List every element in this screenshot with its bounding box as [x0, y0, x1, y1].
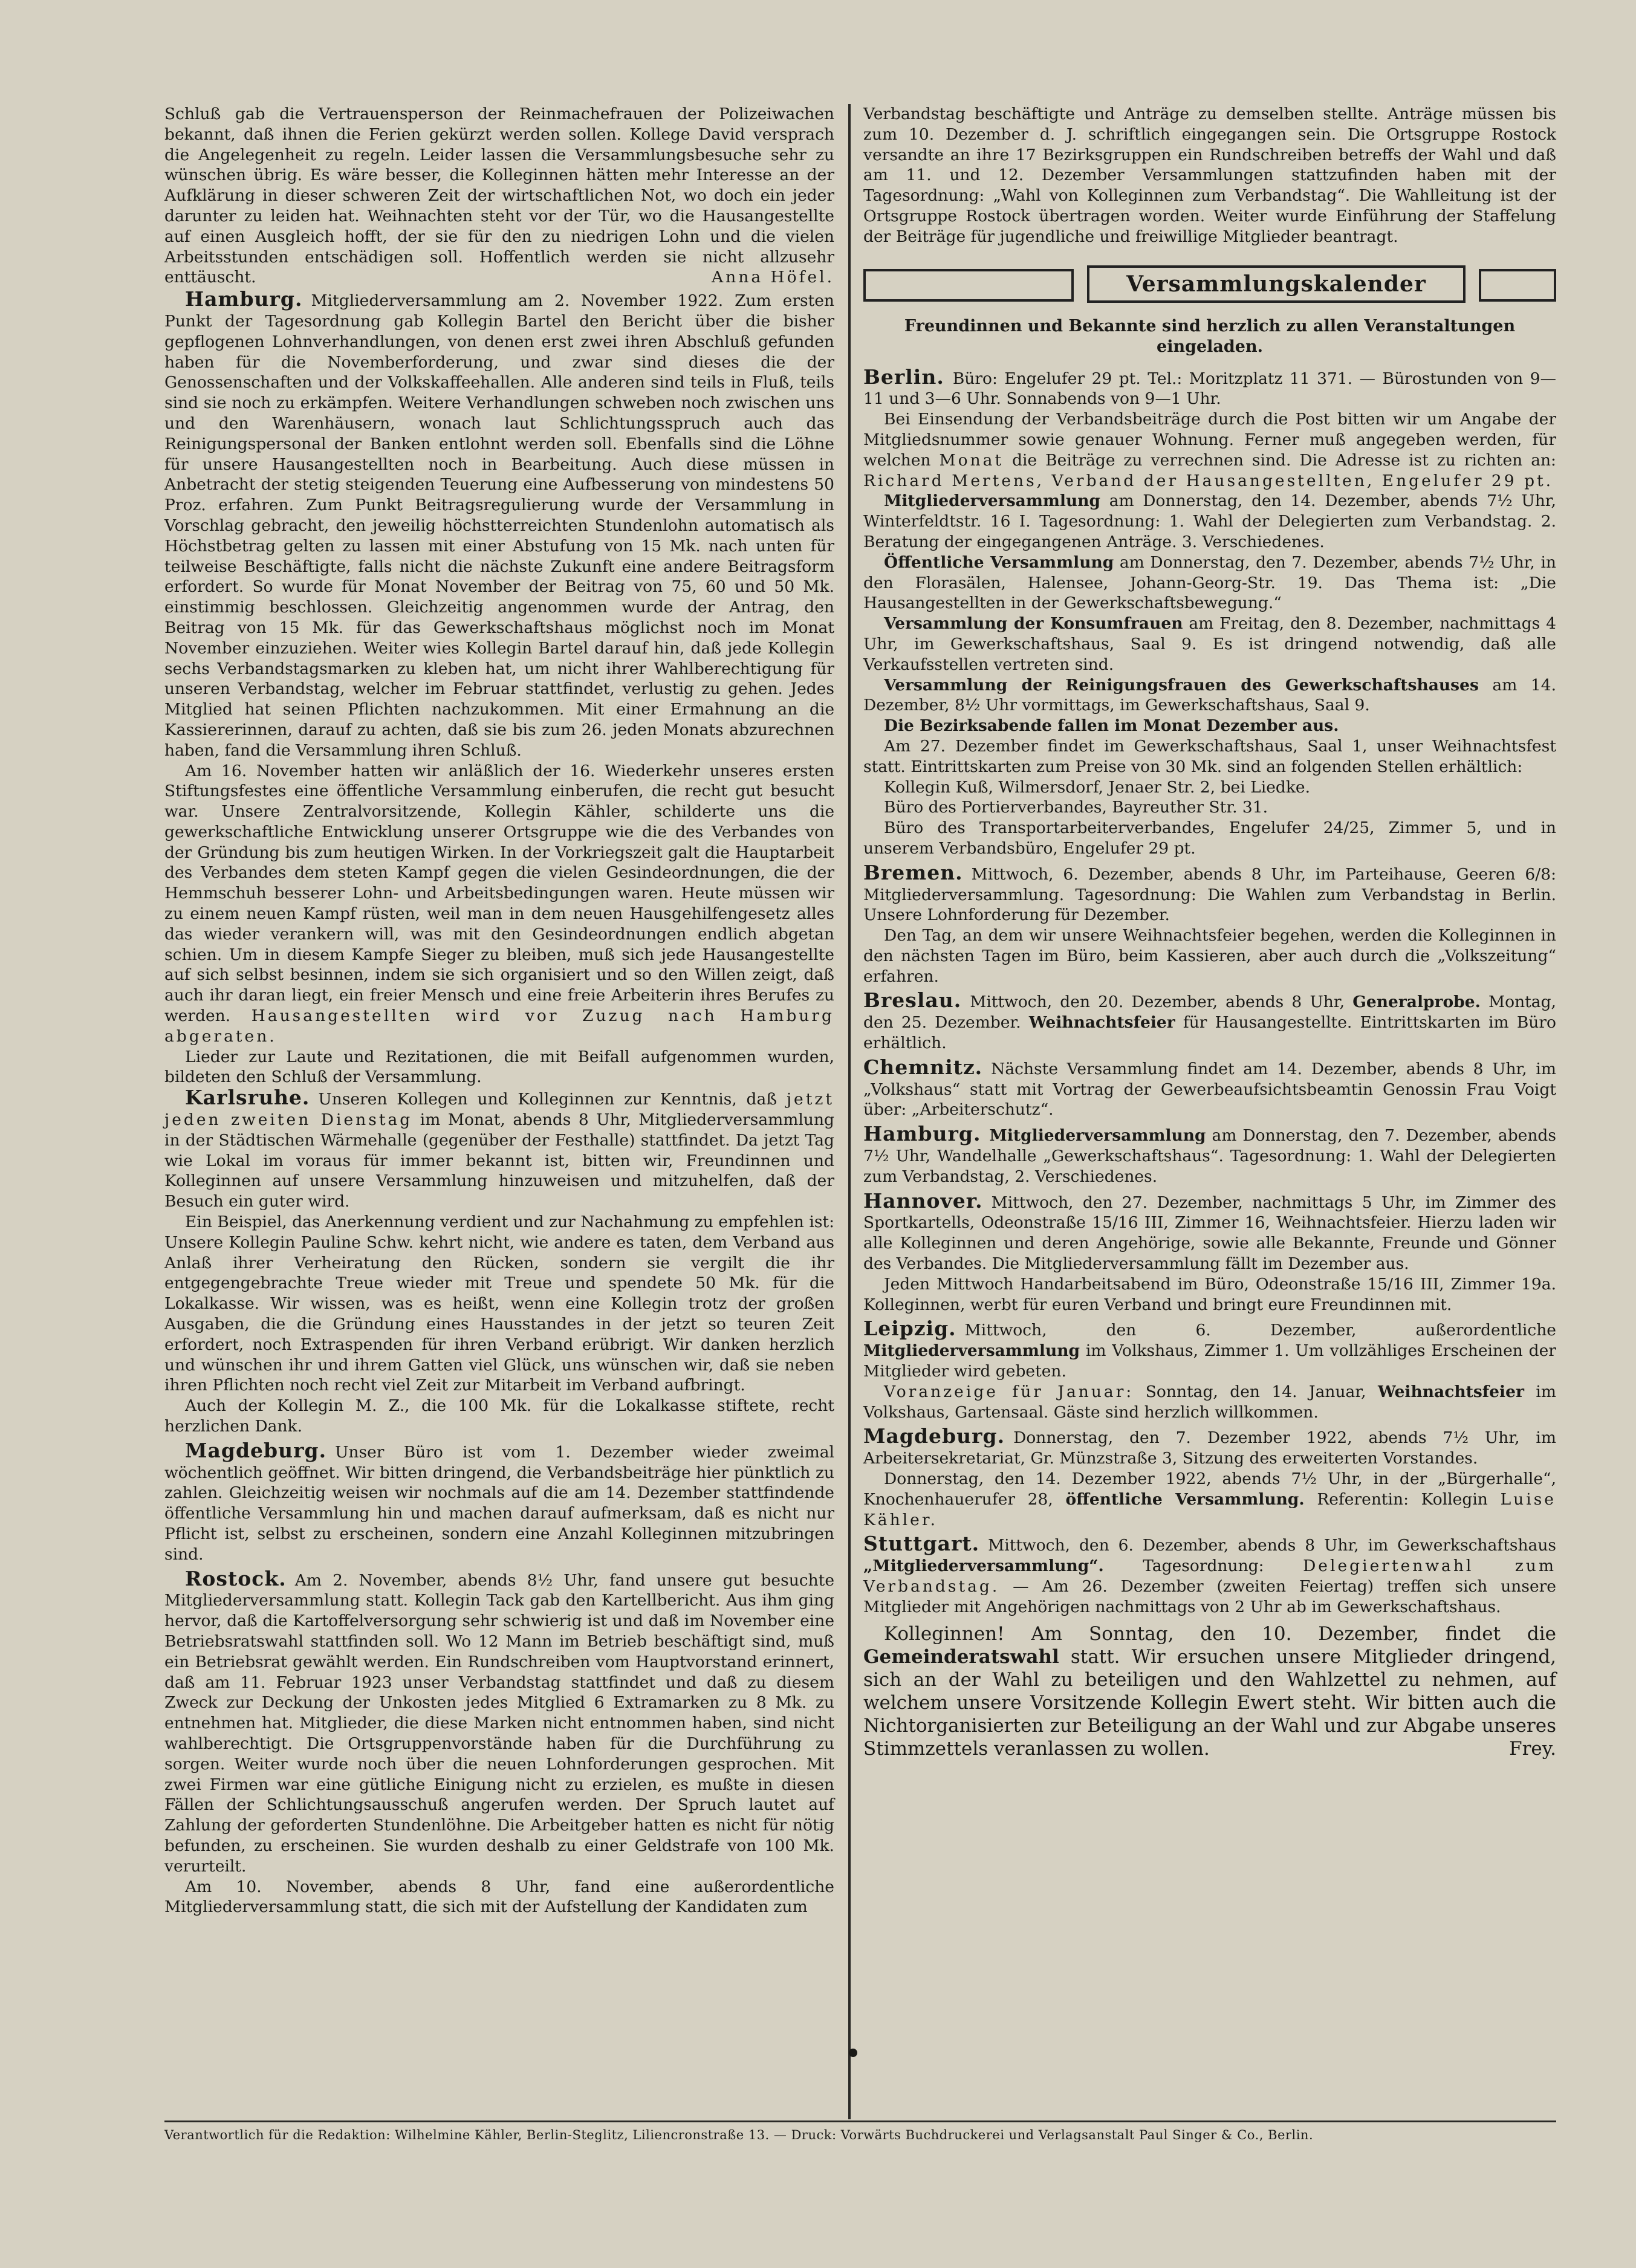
- event-chemnitz: [863, 1057, 1556, 1120]
- event-paragraph: [863, 1382, 1556, 1423]
- bold-emphasis: „Mitgliederversammlung“.: [863, 1557, 1104, 1576]
- bold-emphasis: Gemeinderatswahl: [863, 1645, 1059, 1668]
- paragraph-text: Mittwoch, 6. Dezember, abends 8 Uhr, im Parteihause, Geeren 6/8: Mitgliederversammlung. Tagesordnung: Die Wahlen zum Verbandstag in Berlin. Unsere Lohnforderung für Dezember.: [863, 864, 1556, 925]
- calendar-title: Versammlungskalender: [1087, 265, 1466, 303]
- author-signature: Anna Höfel.: [712, 268, 834, 287]
- author-signature: Frey.: [1509, 1737, 1556, 1760]
- ticket-location: Büro des Portierverbandes, Bayreuther Str. 31.: [884, 798, 1268, 817]
- article-paragraph: Auch der Kollegin M. Z., die 100 Mk. für die Lokalkasse stiftete, recht herzlichen Dank.: [164, 1396, 834, 1436]
- article-paragraph: Am 10. November, abends 8 Uhr, fand eine außerordentliche Mitgliederversammlung statt, die sich mit der Aufstellung der Kandidaten zum: [164, 1877, 834, 1917]
- banner-frame-right: [1479, 269, 1556, 302]
- bold-emphasis: Mitgliederversammlung: [863, 1341, 1080, 1361]
- paragraph-text: am Freitag, den 8. Dezember, nachmittags 4 Uhr, im Gewerkschaftshaus, Saal 9. Es ist dringend notwendig, daß alle Verkaufsstellen vertreten sind.: [863, 614, 1556, 674]
- article-paragraph: [164, 761, 834, 1047]
- paragraph-text: Mittwoch, den 20. Dezember, abends 8 Uhr,: [970, 993, 1345, 1012]
- paragraph-text: im Volkshaus, Gartensaal. Gäste sind herzlich willkommen.: [863, 1382, 1556, 1422]
- paragraph-text: Am 16. November hatten wir anläßlich der 16. Wiederkehr unseres ersten Stiftungsfestes eine öffentliche Versammlung einberufen, die recht gut besucht war. Unsere Zentralvorsitzende, Kollegin Kähler, schilderte uns die gewerkschaftliche Entwicklung unserer Ortsgruppe wie die des Verbandes von der Gründung bis zum heutigen Wirken. In der Vorkriegszeit galt die Hauptarbeit des Verbandes dem steten Kampf gegen die vielen Gesindeordnungen, die der Hemmschuh besserer Lohn- und Arbeitsbedingungen waren. Heute müssen wir zu einem neuen Kampf rüsten, weil man in dem neuen Hausgehilfengesetz alles das wieder verankern will, was mit den Gesindeordnungen endlich abgetan schien. Um in diesem Kampfe Sieger zu bleiben, muß sich jede Hausangestellte auf sich selbst besinnen, indem sie sich organisiert und so den Willen zeigt, daß auch ihr daran liegt, ein freier Mensch und eine freie Arbeiterin ihres Berufes zu werden.: [164, 761, 834, 1026]
- city-heading-magdeburg: Magdeburg.: [863, 1424, 1005, 1448]
- bold-emphasis: Mitgliederversammlung: [989, 1126, 1206, 1145]
- banner-frame-left: [863, 269, 1074, 302]
- event-paragraph: Den Tag, an dem wir unsere Weihnachtsfeier begehen, werden die Kolleginnen in den nächsten Tagen im Büro, beim Kassieren, aber auch durch die „Volkszeitung“ erfahren.: [863, 926, 1556, 986]
- bold-emphasis: Generalprobe.: [1352, 993, 1481, 1012]
- paragraph-text: die Beiträge zu verrechnen sind. Die Adresse ist zu richten an:: [1012, 450, 1556, 470]
- city-heading-rostock: Rostock.: [185, 1566, 287, 1590]
- paragraph-text: Schluß gab die Vertrauensperson der Reinmachefrauen der Polizeiwachen bekannt, daß ihnen die Ferien gekürzt werden sollen. Kollege David versprach die Angelegenheit zu regeln. Leider lassen die Versammlungsbesuche sehr zu wünschen übrig. Es wäre besser, die Kolleginnen hätten mehr Interesse an der Aufklärung in dieser schweren Zeit der wirtschaftlichen Not, wo doch ein jeder darunter zu leiden hat. Weihnachten steht vor der Tür, wo die Hausangestellte auf einen Ausgleich hofft, der sie für den zu niedrigen Lohn und die vielen Arbeitsstunden entschädigen soll. Hoffentlich werden sie nicht allzusehr enttäuscht.: [164, 105, 834, 287]
- city-heading-hannover: Hannover.: [863, 1188, 983, 1213]
- paragraph-text: Am 2. November, abends 8½ Uhr, fand unsere gut besuchte Mitgliederversammlung statt. Kollegin Tack gab den Kartellbericht. Aus ihm ging hervor, daß die Kartoffelversorgung sehr schwierig ist und daß im November eine Betriebsratswahl stattfinden soll. Wo 12 Mann im Betrieb beschäftigt sind, muß ein Betriebsrat gewählt werden. Ein Rundschreiben vom Hauptvorstand erinnert, daß am 11. Februar 1923 unser Verbandstag stattfindet und daß zu diesem Zweck zur Deckung der Unkosten jedes Mitglied 6 Extramarken zu 8 Mk. zu entnehmen hat. Mitglieder, die diese Marken nicht entnommen haben, sind nicht wahlberechtigt. Die Ortsgruppenvorstände haben für die Durchführung zu sorgen. Weiter wurde noch über die neuen Lohnforderungen gesprochen. Mit zwei Firmen war eine gütliche Einigung nicht zu erzielen, es mußte in diesen Fällen der Schlichtungsausschuß angerufen werden. Der Spruch lautet auf Zahlung der geforderten Stundenlöhne. Die Arbeitgeber hatten es nicht für nötig befunden, zu erscheinen. Sie wurden deshalb zu einer Geldstrafe von 100 Mk. verurteilt.: [164, 1570, 834, 1876]
- event-paragraph-large: [863, 1622, 1556, 1760]
- paragraph-text: Referentin: Kollegin: [1317, 1489, 1488, 1509]
- paragraph-text: am Donnerstag, den 14. Dezember, abends 7½ Uhr, Winterfeldtstr. 16 I. Tagesordnung: 1. Wahl der Delegierten zum Verbandstag. 2. Beratung der eingegangenen Anträge. 3. Verschiedenes.: [863, 491, 1556, 551]
- paragraph-text: Sonntag, den 14. Januar,: [1145, 1382, 1366, 1401]
- footer-divider: [164, 2121, 1556, 2122]
- city-heading-chemnitz: Chemnitz.: [863, 1055, 983, 1079]
- event-leipzig: [863, 1318, 1556, 1381]
- ticket-location: Büro des Transportarbeiterverbandes, Engelufer 24/25, Zimmer 5, und in unserem Verbandsbüro, Engelufer 29 pt.: [863, 818, 1556, 858]
- paragraph-text: Mittwoch, den 27. Dezember, nachmittags 5 Uhr, im Zimmer des Sportkartells, Odeonstraße 15/16 III, Zimmer 16, Weihnachtsfeier. Hierzu laden wir alle Kolleginnen und deren Angehörige, sowie alle Bekannte, Freunde und Gönner des Verbandes. Die Mitgliederversammlung fällt im Dezember aus.: [863, 1193, 1556, 1274]
- event-paragraph: Die Bezirksabende fallen im Monat Dezember aus.: [884, 716, 1339, 736]
- city-heading-hamburg: Hamburg.: [863, 1122, 981, 1146]
- article-paragraph: [164, 104, 834, 288]
- bold-emphasis: Weihnachtsfeier: [1377, 1382, 1524, 1401]
- paragraph-text: Donnerstag, den 7. Dezember 1922, abends 7½ Uhr, im Arbeitersekretariat, Gr. Münzstraße 3, Sitzung des erweiterten Vorstandes.: [863, 1428, 1556, 1468]
- paragraph-text: statt. Wir ersuchen unsere Mitglieder dringend, sich an der Wahl zu beteiligen und den Wahlzettel zu nehmen, auf welchem unsere Vorsitzende Kollegin Ewert steht. Wir bitten auch die Nichtorganisierten zur Beteiligung an der Wahl und zur Abgabe unseres Stimmzettels veranlassen zu wollen.: [863, 1645, 1556, 1760]
- paragraph-text: Donnerstag, den 14. Dezember 1922, abends 7½ Uhr, in der „Bürgerhalle“, Knochenhauerufer 28,: [863, 1469, 1556, 1509]
- paragraph-text: im Monat, abends 8 Uhr, Mitgliederversammlung in der Städtischen Wärmehalle (gegenüber der Festhalle) stattfindet. Da jetzt Tag wie Lokal im voraus für immer bekannt ist, bitten wir, Freundinnen und Kolleginnen auf unsere Versammlung hinzuweisen und mitzuhelfen, daß der Besuch ein guter wird.: [164, 1110, 834, 1211]
- bold-emphasis: Versammlung der Reinigungsfrauen des Gewerkschaftshauses: [884, 675, 1479, 695]
- spaced-emphasis: Hausangestellten wird vor Zuzug nach Hamburg abgeraten.: [164, 1006, 834, 1046]
- column-bullet-mark: [849, 2049, 857, 2057]
- article-magdeburg: [164, 1440, 834, 1565]
- city-heading-magdeburg: Magdeburg.: [185, 1438, 327, 1462]
- paragraph-text: — Am 26. Dezember (zweiten Feiertag) treffen sich unsere Mitglieder mit Angehörigen nachmittags von 2 Uhr ab im Gewerkschaftshaus.: [863, 1577, 1556, 1616]
- paragraph-text: Unser Büro ist vom 1. Dezember wieder zweimal wöchentlich geöffnet. Wir bitten dringend, die Verbandsbeiträge hier pünktlich zu zahlen. Gleichzeitig weisen wir nochmals auf die am 14. Dezember stattfindende öffentliche Versammlung hin und machen darauf aufmerksam, daß es nicht nur Pflicht ist, selbst zu erscheinen, sondern eine Anzahl Kolleginnen mitzubringen sind.: [164, 1442, 834, 1564]
- calendar-subtitle: Freundinnen und Bekannte sind herzlich zu allen Veranstaltungen eingeladen.: [904, 316, 1516, 356]
- paragraph-text: für Hausangestellte. Eintrittskarten im Büro erhältlich.: [863, 1013, 1556, 1053]
- article-paragraph: Lieder zur Laute und Rezitationen, die mit Beifall aufgenommen wurden, bildeten den Schluß der Versammlung.: [164, 1047, 834, 1087]
- calendar-banner: [863, 265, 1556, 303]
- spaced-emphasis: Voranzeige für Januar:: [884, 1382, 1134, 1401]
- column-divider: [848, 104, 851, 2119]
- paragraph-text: Unseren Kollegen und Kolleginnen zur Kenntnis, daß: [318, 1090, 777, 1109]
- event-hannover: [863, 1188, 1556, 1274]
- event-paragraph: [863, 409, 1556, 491]
- bold-emphasis: öffentliche Versammlung.: [1065, 1489, 1305, 1509]
- spaced-emphasis: Delegiertenwahl zum Verbandstag.: [863, 1557, 1556, 1596]
- spaced-emphasis: Richard Mertens, Verband der Hausangestellten, Engelufer 29 pt.: [863, 471, 1554, 490]
- city-heading-berlin: Berlin.: [863, 364, 944, 389]
- bold-emphasis: Versammlung der Konsumfrauen: [884, 614, 1183, 633]
- article-hamburg: [164, 289, 834, 760]
- article-karlsruhe: [164, 1087, 834, 1212]
- event-hamburg: [863, 1124, 1556, 1187]
- event-bremen: [863, 860, 1556, 925]
- paragraph-text: Mittwoch, den 6. Dezember, abends 8 Uhr, im Gewerkschaftshaus: [988, 1536, 1556, 1555]
- article-paragraph: Ein Beispiel, das Anerkennung verdient und zur Nachahmung zu empfehlen ist: Unsere Kollegin Pauline Schw. kehrt nicht, wie andere es taten, dem Verband aus Anlaß ihrer Verheiratung den Rücken, sondern sie vergilt die ihr entgegengebrachte Treue wieder mit Treue und spendete 50 Mk. für die Lokalkasse. Wir wissen, was es heißt, wenn eine Kollegin trotz der großen Ausgaben, die die Gründung eines Hausstandes in der jetzt so teuren Zeit erfordert, noch Extraspenden für ihren Verband erübrigt. Wir danken herzlich und wünschen ihr und ihrem Gatten viel Glück, uns wünschen wir, daß sie neben ihren Pflichten noch recht viel Zeit zur Mitarbeit im Verband aufbringt.: [164, 1213, 834, 1395]
- spaced-emphasis: Monat: [939, 450, 1004, 470]
- city-heading-bremen: Bremen.: [863, 860, 963, 884]
- paragraph-text: Montag, den 25. Dezember.: [863, 993, 1556, 1032]
- event-stuttgart: [863, 1534, 1556, 1617]
- event-paragraph: [863, 675, 1556, 716]
- paragraph-text: Mitgliederversammlung am 2. November 1922. Zum ersten Punkt der Tagesordnung gab Kollegin Bartel den Bericht über die bisher gepflogenen Lohnverhandlungen, von denen erst zwei ihren Abschluß gefunden haben für die Novemberforderung, und zwar sind dieses die der Genossenschaften und der Volkskaffeehallen. Alle anderen sind teils in Fluß, teils sind sie noch zu erkämpfen. Weitere Verhandlungen schweben noch zwischen uns und den Warenhäusern, wonach laut Schlichtungsspruch auch das Reinigungspersonal der Banken entlohnt werden soll. Ebenfalls sind die Löhne für unsere Hausangestellten noch in Bearbeitung. Auch diese müssen in Anbetracht der stetig steigenden Teuerung eine Aufbesserung von mindestens 50 Proz. erfahren. Zum Punkt Beitragsregulierung wurde der Versammlung in Vorschlag gebracht, den jeweilig höchstterreichten Stundenlohn automatisch als Höchstbetrag gelten zu lassen mit einer Abstufung von 15 Mk. nach unten für teilweise Beschäftigte, falls nicht die nächste Zukunft eine andere Beitragsform erfordert. So wurde für Monat November der Beitrag von 75, 60 und 50 Mk. einstimmig beschlossen. Gleichzeitig angenommen wurde der Antrag, den Beitrag von 15 Mk. für das Gewerkschaftshaus möglichst noch im Monat November einzuziehen. Weiter wies Kollegin Bartel darauf hin, daß jede Kollegin sechs Verbandstagsmarken zu kleben hat, um nicht ihrer Wahlberechtigung für unseren Verbandstag, welcher im Februar stattfindet, verlustig zu gehen. Jedes Mitglied hat seinen Pflichten nachzukommen. Mit einer Ermahnung an die Kassiererinnen, darauf zu achten, daß sie bis zum 26. jeden Monats abzurechnen haben, fand die Versammlung ihren Schluß.: [164, 291, 834, 760]
- city-heading-stuttgart: Stuttgart.: [863, 1532, 980, 1556]
- paragraph-text: im Volkshaus, Zimmer 1. Um vollzähliges Erscheinen der Mitglieder wird gebeten.: [863, 1341, 1556, 1381]
- city-heading-breslau: Breslau.: [863, 988, 962, 1012]
- event-magdeburg: [863, 1426, 1556, 1469]
- event-berlin: [863, 364, 1556, 410]
- event-paragraph: Jeden Mittwoch Handarbeitsabend im Büro, Odeonstraße 15/16 III, Zimmer 19a. Kolleginnen, werbt für euren Verband und bringt eure Freundinnen mit.: [863, 1274, 1556, 1314]
- event-paragraph: [863, 614, 1556, 675]
- imprint-footer: Verantwortlich für die Redaktion: Wilhelmine Kähler, Berlin-Steglitz, Liliencronstraße 13. — Druck: Vorwärts Buchdruckerei und Verlagsanstalt Paul Singer & Co., Berlin.: [164, 2128, 1314, 2142]
- paragraph-text: am Donnerstag, den 7. Dezember, abends 7½ Uhr, Wandelhalle „Gewerkschaftshaus“. Tagesordnung: 1. Wahl der Delegierten zum Verbandstag, 2. Verschiedenes.: [863, 1126, 1556, 1186]
- bold-emphasis: Mitgliederversammlung: [884, 491, 1101, 511]
- paragraph-text: am Donnerstag, den 7. Dezember, abends 7½ Uhr, in den Florasälen, Halensee, Johann-Georg-Str. 19. Das Thema ist: „Die Hausangestellten in der Gewerkschaftsbewegung.“: [863, 552, 1556, 613]
- paragraph-text: Kolleginnen! Am Sonntag, den 10. Dezember, findet die: [884, 1622, 1556, 1645]
- city-heading-leipzig: Leipzig.: [863, 1317, 956, 1341]
- paragraph-text: Mittwoch, den 6. Dezember, außerordentliche: [964, 1321, 1556, 1340]
- paragraph-text: Tagesordnung:: [1143, 1557, 1264, 1576]
- paragraph-text: Büro: Engelufer 29 pt. Tel.: Moritzplatz 11 371. — Bürostunden von 9—11 und 3—6 Uhr. Sonnabends von 9—1 Uhr.: [863, 369, 1556, 409]
- paragraph-text: am 14. Dezember, 8½ Uhr vormittags, im Gewerkschaftshaus, Saal 9.: [863, 675, 1556, 715]
- right-column: [863, 104, 1556, 1760]
- ticket-location: Kollegin Kuß, Wilmersdorf, Jenaer Str. 2, bei Liedke.: [884, 777, 1311, 797]
- event-paragraph: [863, 552, 1556, 614]
- paragraph-text: Bei Einsendung der Verbandsbeiträge durch die Post bitten wir um Angabe der Mitgliedsnummer sowie genauer Wohnung. Ferner muß angegeben werden, für welchen: [863, 410, 1556, 470]
- event-paragraph: [863, 491, 1556, 552]
- article-continuation: Verbandstag beschäftigte und Anträge zu demselben stellte. Anträge müssen bis zum 10. Dezember d. J. schriftlich eingegangen sein. Die Ortsgruppe Rostock versandte an ihre 17 Bezirksgruppen ein Rundschreiben betreffs der Wahl und daß am 11. und 12. Dezember Versammlungen stattzufinden haben mit der Tagesordnung: „Wahl von Kolleginnen zum Verbandstag“. Die Wahlleitung ist der Ortsgruppe Rostock übertragen worden. Weiter wurde Einführung der Staffelung der Beiträge für jugendliche und freiwillige Mitglieder beantragt.: [863, 105, 1556, 246]
- paragraph-text: Nächste Versammlung findet am 14. Dezember, abends 8 Uhr, im „Volkshaus“ statt mit Vortrag der Gewerbeaufsichtsbeamtin Genossin Frau Voigt über: „Arbeiterschutz“.: [863, 1059, 1556, 1119]
- city-heading-hamburg: Hamburg.: [185, 287, 303, 311]
- article-rostock: [164, 1566, 834, 1877]
- event-paragraph: [863, 1469, 1556, 1530]
- event-paragraph: Am 27. Dezember findet im Gewerkschaftshaus, Saal 1, unser Weihnachtsfest statt. Eintrittskarten zum Preise von 30 Mk. sind an folgenden Stellen erhältlich:: [863, 736, 1556, 776]
- bold-emphasis: Weihnachtsfeier: [1028, 1013, 1175, 1032]
- spaced-emphasis: Luise Kähler.: [863, 1489, 1556, 1529]
- bold-emphasis: Öffentliche Versammlung: [884, 552, 1114, 572]
- spaced-emphasis: jetzt jeden zweiten Dienstag: [164, 1090, 834, 1130]
- event-breslau: [863, 990, 1556, 1053]
- city-heading-karlsruhe: Karlsruhe.: [185, 1086, 310, 1110]
- left-column: [164, 104, 834, 1917]
